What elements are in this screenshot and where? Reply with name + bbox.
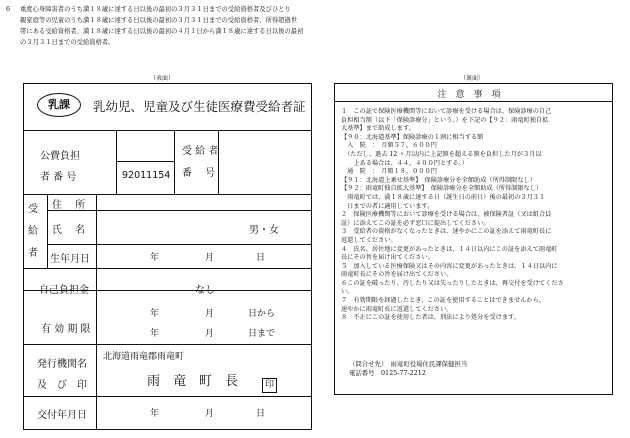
mayor-title: 雨 竜 町 長 (147, 374, 239, 389)
phone-number: 0125-77-2212 (380, 369, 426, 377)
column-divider (96, 290, 97, 430)
note-line: ６この証を破ったり、汚したり又は失ったりしたときは、再交付を受けてくださ (341, 279, 564, 287)
front-face-label: （表面） (150, 75, 175, 82)
note-line: 上ある場合は、４４，４００円とする。） (341, 159, 468, 167)
birth-day-unit: 日 (256, 253, 266, 263)
header-note-line: 重度心身障害者のうち満１８歳に達する日以後の最初の３月３１日までの受給資格者及びひとり (20, 6, 291, 13)
note-line: ２ 保険医療機関等において診療を受ける場合は、被保険者証（又は組合員 (341, 211, 552, 219)
note-line: 大基準】まで助成します。 (341, 125, 415, 133)
valid-until-month-unit: 月 (205, 329, 215, 339)
header-note-line: 帯にある受給資格者、満１８歳に達する日以後の最初の４月１日から満１８歳に達する日以後の最初 (20, 28, 304, 35)
official-seal: 印 (262, 378, 277, 393)
note-line: 負担相当額（以下「保険診療分」という。）を下記の【９２：雨竜町独自拡 (341, 116, 549, 124)
issue-year-unit: 年 (150, 409, 160, 419)
note-line: 入 院 ： 月額５７，６００円 (341, 142, 437, 150)
note-line: ８ 不正にこの証を使用した者は、刑法により処分を受けます。 (341, 314, 520, 322)
sex-options: 男・女 (249, 225, 279, 236)
beneficiary-side-label: 給 (28, 226, 38, 237)
valid-from-month-unit: 月 (205, 309, 215, 319)
issue-day-unit: 日 (256, 409, 266, 419)
row-divider (24, 268, 311, 269)
note-line: 長にその旨を届け出てください。 (341, 254, 434, 262)
row-divider (47, 244, 311, 245)
copay-value: なし (195, 285, 215, 296)
valid-until-year-unit: 年 (150, 329, 160, 339)
header-note-number: 6 (6, 6, 11, 13)
column-divider (96, 194, 97, 290)
note-line: 日までの者に適用しています。 (341, 202, 434, 210)
row-divider (47, 210, 311, 211)
validity-label: 有 効 期 限 (41, 324, 91, 335)
contact-office: 雨竜町役場住民課保健担当 (390, 360, 468, 368)
note-line: 証）に添えてこの証を必ず窓口に提出してください。 (341, 219, 490, 227)
phone-label: 電話番号 (349, 369, 375, 377)
contact-block (349, 360, 467, 378)
column-divider (116, 130, 117, 194)
back-face-label: （裏面） (460, 75, 485, 82)
notes-title: 注意事項 (437, 90, 510, 100)
header-note-line: 親家庭等の児童のうち満１８歳に達する日以後の最初の３月３１日までの受給資格者、所得超過世 (20, 17, 298, 24)
note-line: 【９０：北海道基準】保険診療の１割に相当する額 (341, 133, 484, 141)
row-divider (24, 130, 311, 131)
row-divider (24, 396, 311, 397)
note-line: ３ 受給者の資格がなくなったときは、速やかにこの証を添えて雨竜町長に (341, 228, 552, 236)
note-line: 【９２：雨竜町独自拡大基準】 保険診療分を全額助成（所得制限なし） (341, 185, 543, 193)
note-line: 雨竜町長にその旨を届け出てください。 (341, 271, 453, 279)
note-line: 速やかに雨竜町長に返還してください。 (341, 305, 453, 313)
column-divider (218, 130, 219, 194)
issue-date-label: 交付年月日 (37, 410, 87, 421)
note-line: 【９１：北海道上乗せ基準】 保険診療分を全額助成（所得制限なし） (341, 176, 536, 184)
note-line: い。 (341, 288, 354, 296)
birthdate-label: 生年月日 (50, 254, 90, 265)
name-label: 氏 名 (52, 225, 86, 236)
address-label: 住 所 (52, 200, 86, 211)
title-divider (335, 101, 612, 102)
valid-from-year-unit: 年 (150, 309, 160, 319)
birth-month-unit: 月 (205, 253, 215, 263)
column-divider (174, 130, 175, 194)
row-divider (24, 344, 311, 345)
notes-body (341, 108, 609, 323)
row-divider (24, 194, 311, 195)
note-line: 返還してください。 (341, 236, 397, 244)
issuer-label-2: 及 び 印 (37, 380, 87, 391)
issuer-name: 北海道雨竜郡雨竜町 (103, 352, 185, 362)
issuer-label-1: 発行機関名 (37, 359, 87, 370)
payer-number-label-1: 公費負担 (40, 151, 80, 162)
note-line: ４ 氏名、居住地に変更があったときは、１４日以内にこの証を添えて雨竜町 (341, 245, 558, 253)
recipient-number-label-2: 番 号 (182, 168, 216, 179)
note-line: 通 院 ： 月額１８，０００円 (341, 168, 437, 176)
birth-year-unit: 年 (150, 253, 160, 263)
issue-month-unit: 月 (205, 409, 215, 419)
department-badge: 乳課 (37, 93, 81, 117)
row-divider (116, 161, 174, 162)
valid-until-suffix: 日まで (248, 329, 276, 339)
payer-number-label-2: 者 番 号 (40, 172, 77, 183)
note-line: 雨竜町では、満１８歳に達する日（誕生日の前日）後の最初の３月３１ (341, 193, 546, 201)
header-note (6, 4, 351, 48)
note-line: ７ 有効期限を経過したとき、この証を使用することはできませんから、 (341, 297, 545, 305)
copay-label: 自己負担金 (39, 285, 89, 296)
note-line: ５ 加入している医療保険又はその内容に変更があったときは、１４日以内に (341, 262, 558, 270)
certificate-title: 乳幼児、児童及び生徒医療費受給者証 (93, 99, 306, 114)
header-note-line: の３月３１日までの受給資格者。 (20, 39, 115, 46)
beneficiary-side-label: 受 (28, 204, 38, 215)
note-line: １ この証で保険医療機関等において診療を受ける場合は、保険診療の自己 (341, 108, 552, 115)
payer-number-value: 92011154 (122, 170, 171, 181)
note-line: （ただし、過去 12 ヶ月以内に上記額を超える額を負担した月が３月以 (341, 150, 542, 158)
recipient-number-label-1: 受 給 者 (182, 146, 219, 157)
valid-from-suffix: 日から (248, 309, 276, 319)
contact-label: （問合せ先） (349, 360, 385, 368)
beneficiary-side-label: 者 (28, 248, 38, 259)
column-divider (47, 194, 48, 268)
certificate-back (334, 83, 613, 395)
